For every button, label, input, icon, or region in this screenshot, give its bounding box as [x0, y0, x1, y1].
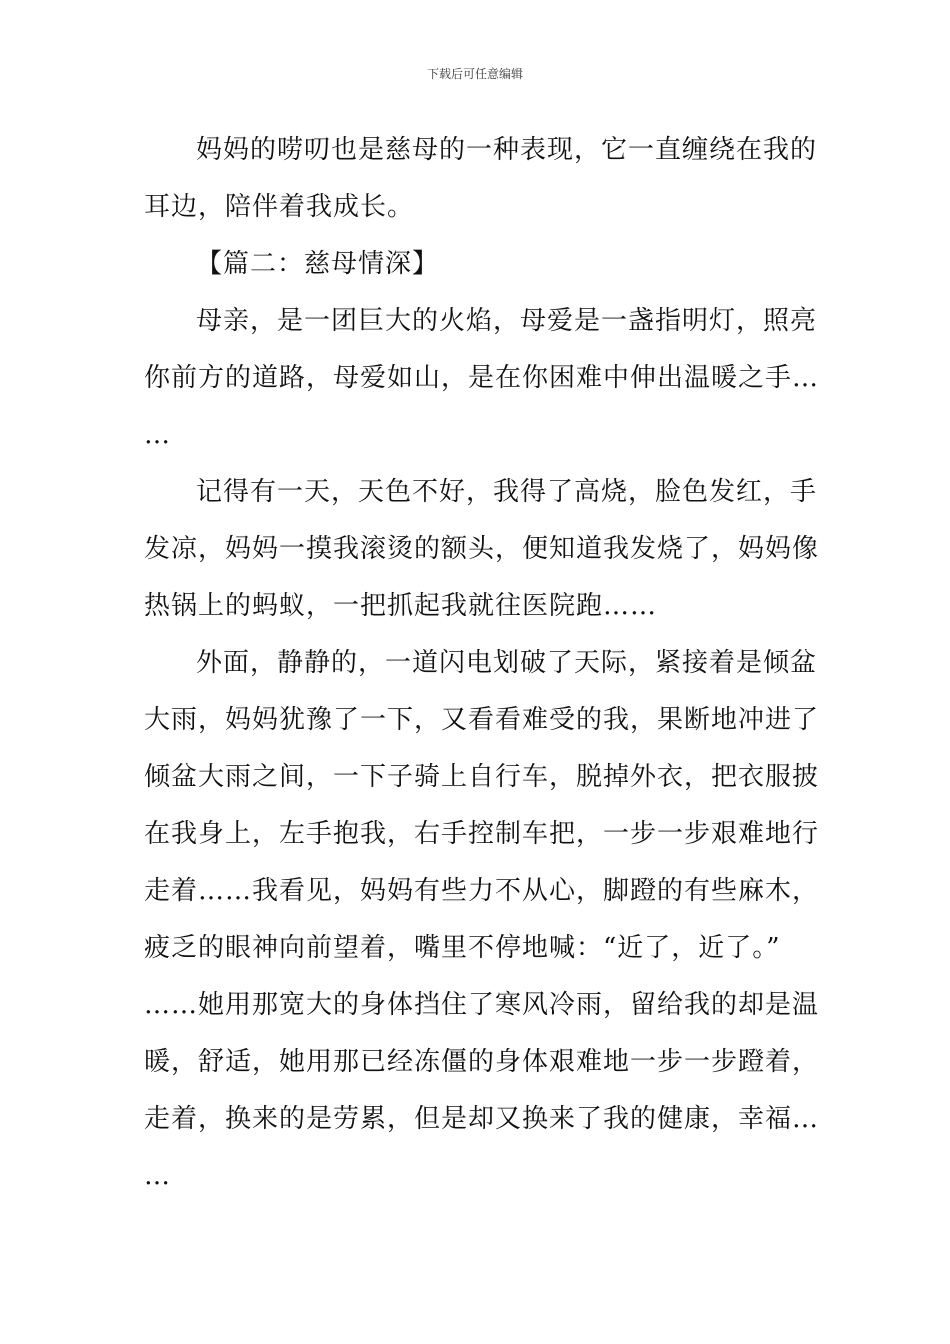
text-line: 大雨，妈妈犹豫了一下，又看看难受的我，果断地冲进了: [144, 705, 820, 735]
paragraph-1: [144, 122, 818, 236]
text-line: ……她用那宽大的身体挡住了寒风冷雨，留给我的却是温: [144, 990, 820, 1020]
text-line: …: [144, 420, 171, 450]
text-line: …: [144, 1161, 171, 1191]
page-header-note: 下载后可任意编辑: [426, 67, 523, 81]
text-line: 走着……我看见，妈妈有些力不从心，脚蹬的有些麻木，: [144, 876, 820, 906]
text-line: 暖，舒适，她用那已经冻僵的身体艰难地一步一步蹬着，: [144, 1047, 820, 1077]
document-body: [144, 122, 820, 1205]
text-line: 记得有一天，天色不好，我得了高烧，脸色发红，手: [196, 477, 818, 507]
text-line: 倾盆大雨之间，一下子骑上自行车，脱掉外衣，把衣服披: [144, 762, 820, 792]
text-line: 在我身上，左手抱我，右手控制车把，一步一步艰难地行: [144, 819, 820, 849]
text-line: 外面，静静的，一道闪电划破了天际，紧接着是倾盆: [196, 648, 818, 678]
text-line: 热锅上的蚂蚁，一把抓起我就往医院跑……: [144, 591, 658, 621]
text-line: 耳边，陪伴着我成长。: [144, 192, 415, 222]
text-line: 母亲，是一团巨大的火焰，母爱是一盏指明灯，照亮: [196, 306, 818, 336]
text-line: 走着，换来的是劳累，但是却又换来了我的健康，幸福…: [144, 1104, 820, 1134]
text-line: 妈妈的唠叨也是慈母的一种表现，它一直缠绕在我的: [196, 135, 818, 165]
text-line: 疲乏的眼神向前望着，嘴里不停地喊：“近了，近了。”: [144, 933, 781, 963]
heading-text: 【篇二：慈母情深】: [196, 249, 440, 279]
text-line: 发凉，妈妈一摸我滚烫的额头，便知道我发烧了，妈妈像: [144, 534, 820, 564]
paragraph-4: [144, 635, 820, 1205]
text-line: 你前方的道路，母爱如山，是在你困难中伸出温暖之手…: [144, 363, 820, 393]
paragraph-3: [144, 464, 820, 635]
paragraph-2: [144, 293, 820, 464]
section-heading: [144, 236, 808, 293]
